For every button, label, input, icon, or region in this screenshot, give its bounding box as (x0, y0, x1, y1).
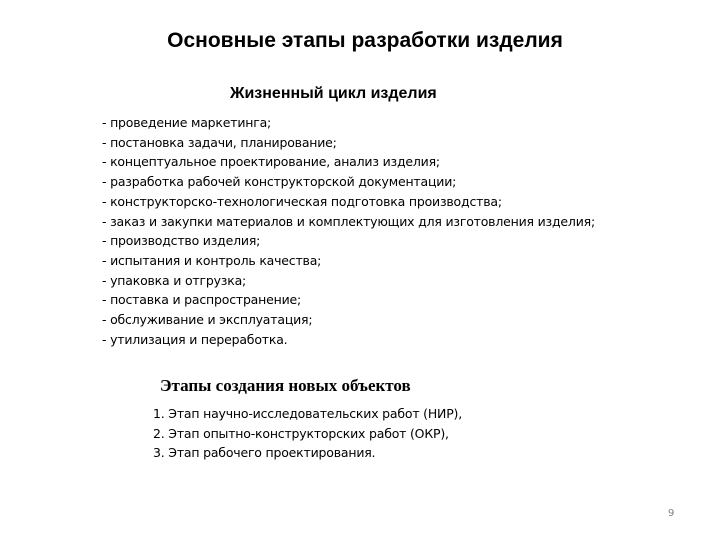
lifecycle-item-documentation: - разработка рабочей конструкторской документации; (102, 174, 457, 190)
lifecycle-item-planning: - постановка задачи, планирование; (102, 134, 337, 150)
stages-heading: Этапы создания новых объектов (160, 376, 411, 395)
lifecycle-list (102, 113, 595, 349)
lifecycle-item-disposal: - утилизация и переработка. (102, 331, 288, 347)
stage-item-detailed-design: 3. Этап рабочего проектирования. (153, 445, 376, 460)
page-number: 9 (668, 508, 675, 519)
lifecycle-item-packaging: - упаковка и отгрузка; (102, 272, 247, 288)
lifecycle-item-distribution: - поставка и распространение; (102, 292, 301, 308)
stage-item-development: 2. Этап опытно-конструкторских работ (ОКР), (153, 425, 449, 441)
lifecycle-item-procurement: - заказ и закупки материалов и комплектующих для изготовления изделия; (102, 213, 595, 229)
lifecycle-item-maintenance: - обслуживание и эксплуатация; (102, 312, 313, 328)
slide-title: Основные этапы разработки изделия (167, 29, 563, 52)
lifecycle-subtitle: Жизненный цикл изделия (230, 85, 437, 102)
lifecycle-item-conceptual-design: - концептуальное проектирование, анализ изделия; (102, 154, 440, 170)
lifecycle-item-marketing: - проведение маркетинга; (102, 115, 272, 130)
lifecycle-item-production: - производство изделия; (102, 233, 261, 249)
stages-list (153, 404, 462, 463)
stage-item-research: 1. Этап научно-исследовательских работ (НИР), (153, 406, 462, 421)
lifecycle-item-production-prep: - конструкторско-технологическая подготовка производства; (102, 193, 502, 209)
lifecycle-item-testing: - испытания и контроль качества; (102, 252, 322, 268)
